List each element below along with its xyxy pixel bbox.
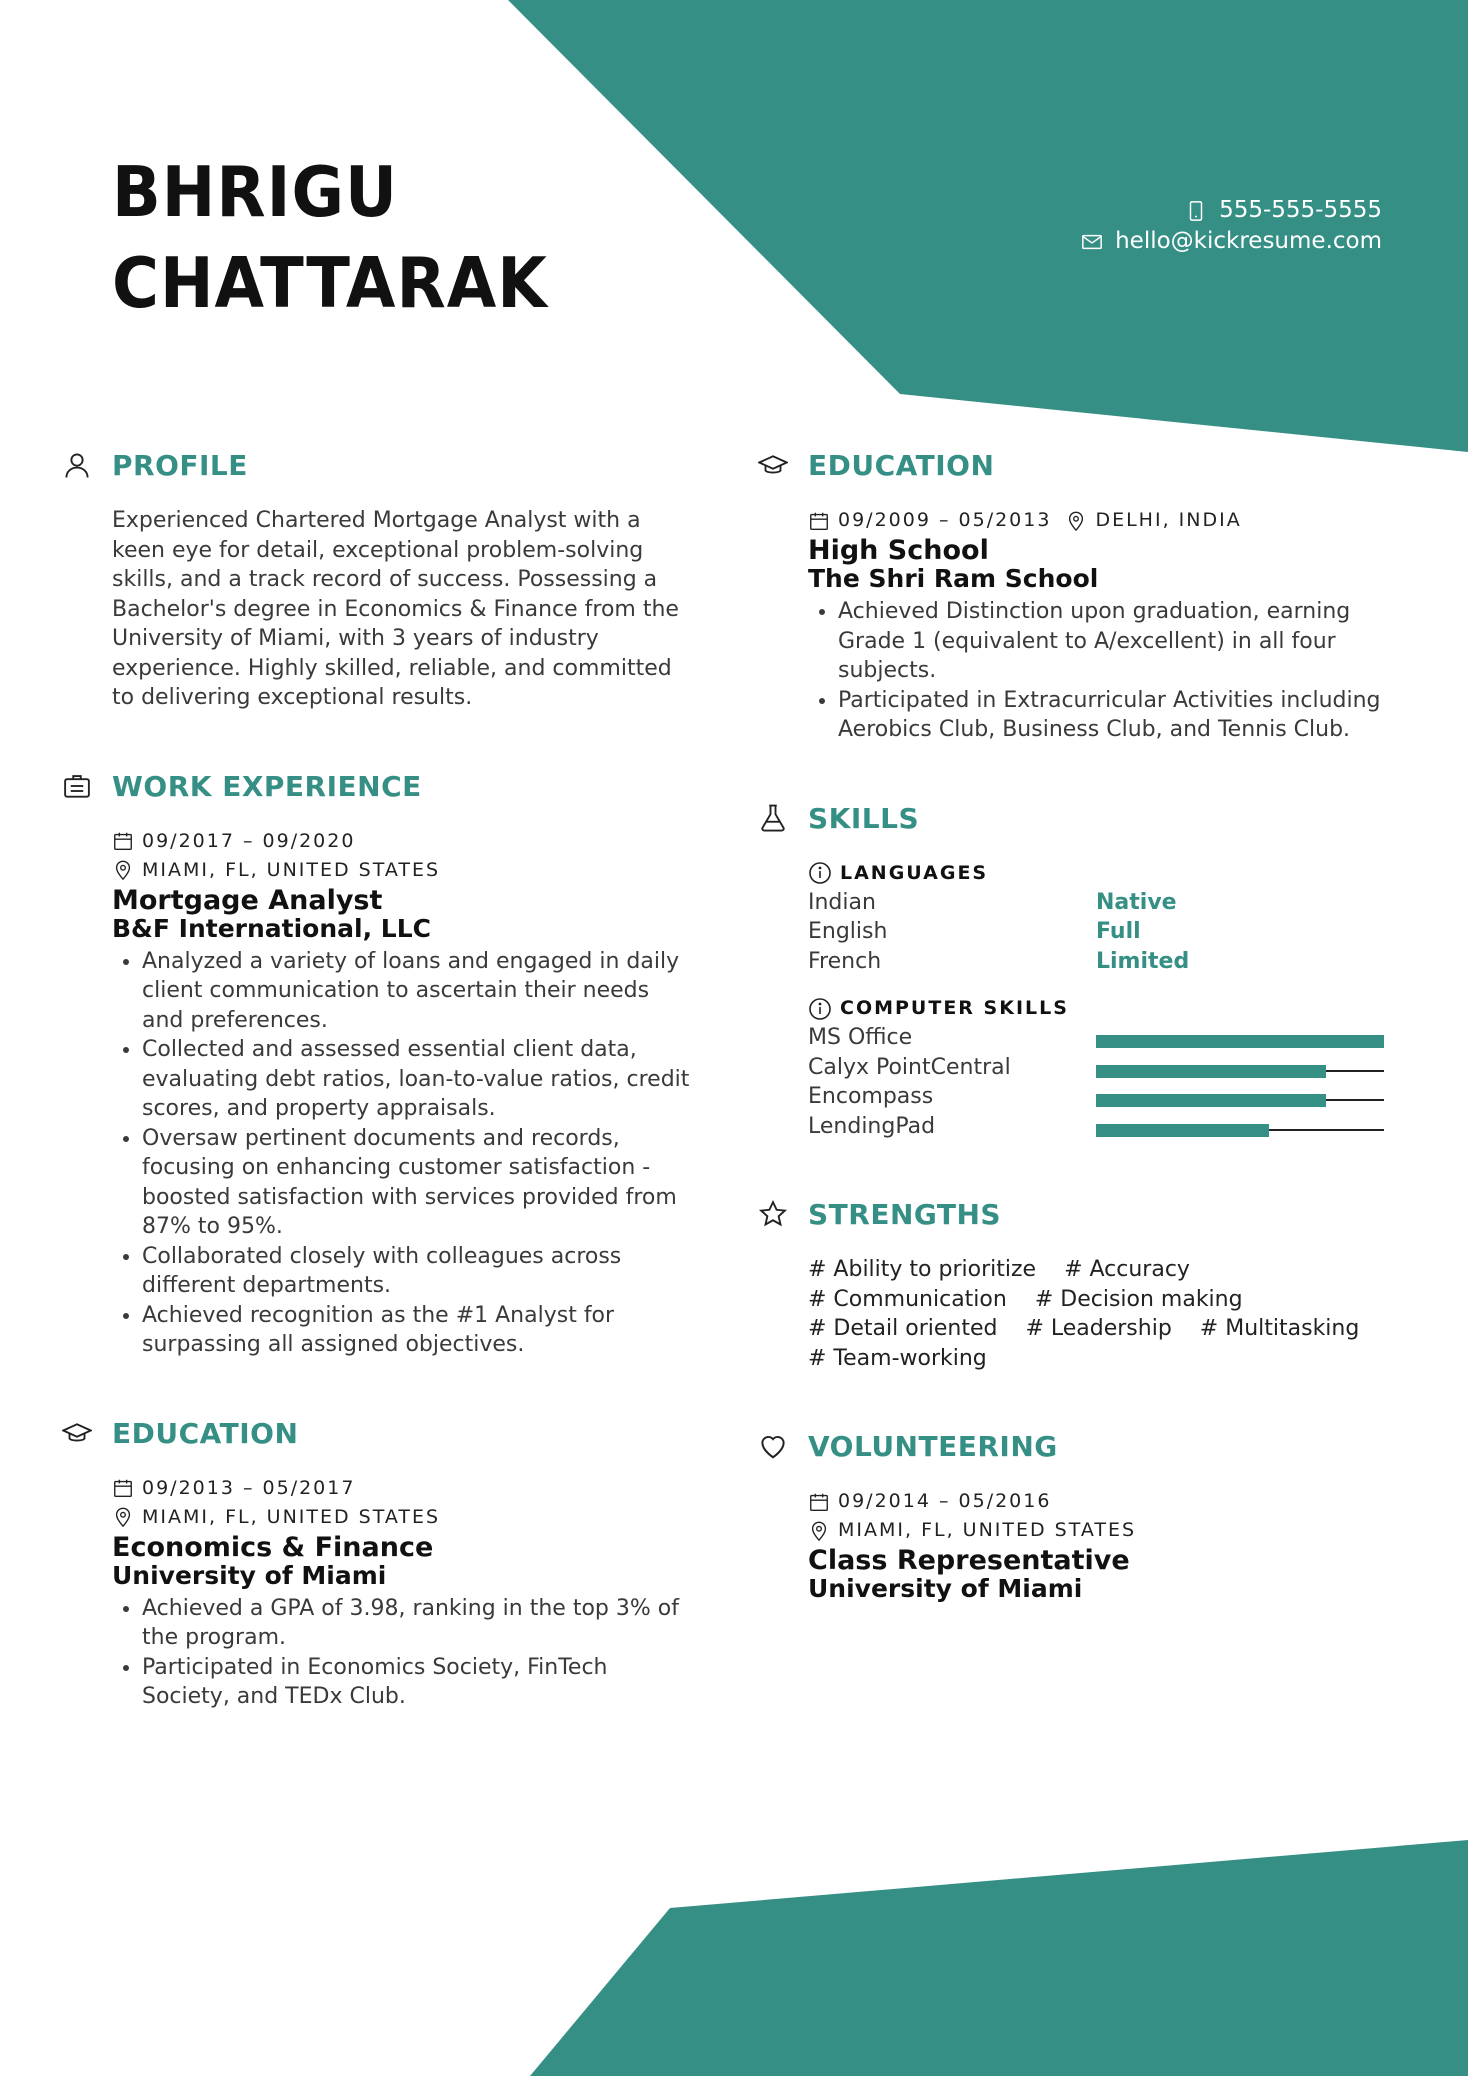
skill-row: LendingPad — [808, 1112, 1388, 1142]
education-degree: High School — [808, 535, 989, 566]
education-left-section — [62, 1416, 692, 1712]
education-location: DELHI, INDIA — [1095, 509, 1242, 531]
strength-tag: # Decision making — [1034, 1286, 1243, 1312]
education-title: EDUCATION — [112, 1416, 299, 1450]
heart-icon — [758, 1431, 788, 1461]
education-school: The Shri Ram School — [808, 564, 1099, 593]
list-item: • Achieved Distinction upon graduation, earning Grade 1 (equivalent to A/excellent) in all four subjects. — [838, 597, 1388, 686]
skills-section — [758, 801, 1388, 1142]
skill-level-bar — [1096, 1112, 1384, 1142]
calendar-icon — [808, 1491, 830, 1513]
education-dates: 09/2013 – 05/2017 — [112, 1474, 692, 1503]
education-bullets — [808, 597, 1388, 745]
first-name: BHRIGU — [112, 153, 398, 234]
work-experience-section — [62, 769, 692, 1360]
briefcase-icon — [62, 771, 92, 801]
education-location: MIAMI, FL, UNITED STATES — [112, 1503, 692, 1532]
skill-row: MS Office — [808, 1023, 1388, 1053]
phone-number[interactable]: 555-555-5555 — [1219, 197, 1382, 223]
skill-row: Calyx PointCentral — [808, 1053, 1388, 1083]
volunteering-dates: 09/2014 – 05/2016 — [808, 1487, 1388, 1516]
right-column — [758, 448, 1388, 1603]
phone-icon — [1185, 200, 1207, 222]
profile-text: Experienced Chartered Mortgage Analyst with a keen eye for detail, exceptional problem-solving skills, and a track record of success. Possessing a Bachelor's degree in Economics & Finance from the University of Miami, with 3 years of industry experience. Highly skilled, reliable, and committed to delivering exceptional results. — [112, 508, 679, 710]
skill-level-bar — [1096, 1082, 1384, 1112]
strength-tag: # Detail oriented — [808, 1316, 998, 1341]
contact-block — [1081, 195, 1382, 257]
strength-tag: # Leadership — [1025, 1316, 1172, 1341]
language-row: French Limited — [808, 948, 1190, 974]
computer-skills-list — [808, 1023, 1388, 1141]
graduation-cap-icon — [62, 1418, 92, 1448]
work-bullets — [112, 947, 692, 1360]
list-item: • Oversaw pertinent documents and records, focusing on enhancing customer satisfaction - boosted satisfaction with services provided from 87% to 95%. — [142, 1124, 692, 1242]
work-location: MIAMI, FL, UNITED STATES — [112, 856, 692, 885]
language-row: English Full — [808, 919, 1141, 944]
education-right-section — [758, 448, 1388, 745]
skills-title: SKILLS — [808, 801, 920, 835]
graduation-cap-icon — [758, 450, 788, 480]
skill-level-bar — [1096, 1053, 1384, 1083]
location-pin-icon — [808, 1520, 830, 1542]
list-item: • Participated in Extracurricular Activities including Aerobics Club, Business Club, and Tennis Club. — [838, 686, 1388, 745]
education-degree: Economics & Finance — [112, 1531, 434, 1563]
strengths-title: STRENGTHS — [808, 1198, 1002, 1231]
list-item: • Participated in Economics Society, FinTech Society, and TEDx Club. — [142, 1653, 692, 1712]
volunteering-title: VOLUNTEERING — [808, 1430, 1058, 1463]
volunteering-role: Class Representative — [808, 1545, 1130, 1576]
language-row: Indian Native — [808, 889, 1177, 915]
work-experience-title: WORK EXPERIENCE — [112, 769, 422, 803]
person-icon — [62, 450, 92, 480]
email-row — [1081, 226, 1382, 257]
education-bullets — [112, 1594, 692, 1712]
list-item: • Achieved a GPA of 3.98, ranking in the top 3% of the program. — [142, 1594, 692, 1653]
email-address[interactable]: hello@kickresume.com — [1115, 228, 1382, 254]
flask-icon — [758, 803, 788, 833]
list-item: • Analyzed a variety of loans and engaged in daily client communication to ascertain their needs and preferences. — [142, 947, 692, 1036]
list-item: • Collaborated closely with colleagues across different departments. — [142, 1242, 692, 1301]
star-icon — [758, 1199, 788, 1229]
strength-tag: # Accuracy — [1064, 1257, 1190, 1282]
calendar-icon — [112, 1477, 134, 1499]
info-icon — [808, 997, 832, 1021]
phone-row — [1081, 195, 1382, 226]
education-school: University of Miami — [112, 1560, 387, 1590]
skill-level-bar — [1096, 1023, 1384, 1053]
location-pin-icon — [112, 1506, 134, 1528]
volunteering-section — [758, 1429, 1388, 1603]
profile-title: PROFILE — [112, 449, 248, 482]
bottom-accent-shape — [530, 1840, 1468, 2076]
last-name: CHATTARAK — [112, 244, 548, 325]
education-dates: 09/2009 – 05/2013 — [838, 509, 1052, 531]
profile-section — [62, 448, 692, 713]
strengths-section — [758, 1197, 1388, 1373]
envelope-icon — [1081, 231, 1103, 253]
work-dates: 09/2017 – 09/2020 — [112, 827, 692, 856]
strength-tag: # Communication — [808, 1286, 1007, 1312]
volunteering-org: University of Miami — [808, 1574, 1083, 1603]
education-title: EDUCATION — [808, 449, 995, 482]
calendar-icon — [112, 830, 134, 852]
location-pin-icon — [112, 859, 134, 881]
work-role: Mortgage Analyst — [112, 884, 383, 916]
languages-subheading: LANGUAGES — [808, 859, 1388, 888]
work-company: B&F International, LLC — [112, 913, 431, 943]
list-item: • Achieved recognition as the #1 Analyst for surpassing all assigned objectives. — [142, 1301, 692, 1360]
computer-skills-subheading: COMPUTER SKILLS — [808, 994, 1388, 1023]
volunteering-location: MIAMI, FL, UNITED STATES — [808, 1516, 1388, 1545]
strength-tag: # Team-working — [808, 1345, 987, 1371]
skill-row: Encompass — [808, 1082, 1388, 1112]
strengths-tags — [808, 1255, 1388, 1373]
left-column — [62, 448, 692, 1712]
strength-tag: # Ability to prioritize — [808, 1257, 1037, 1282]
info-icon — [808, 861, 832, 885]
calendar-icon — [808, 510, 830, 532]
list-item: • Collected and assessed essential client data, evaluating debt ratios, loan-to-value ratios, credit scores, and property appraisals. — [142, 1035, 692, 1124]
candidate-name — [112, 148, 548, 329]
strength-tag: # Multitasking — [1199, 1316, 1360, 1341]
education-meta — [808, 506, 1388, 535]
location-pin-icon — [1065, 510, 1087, 532]
